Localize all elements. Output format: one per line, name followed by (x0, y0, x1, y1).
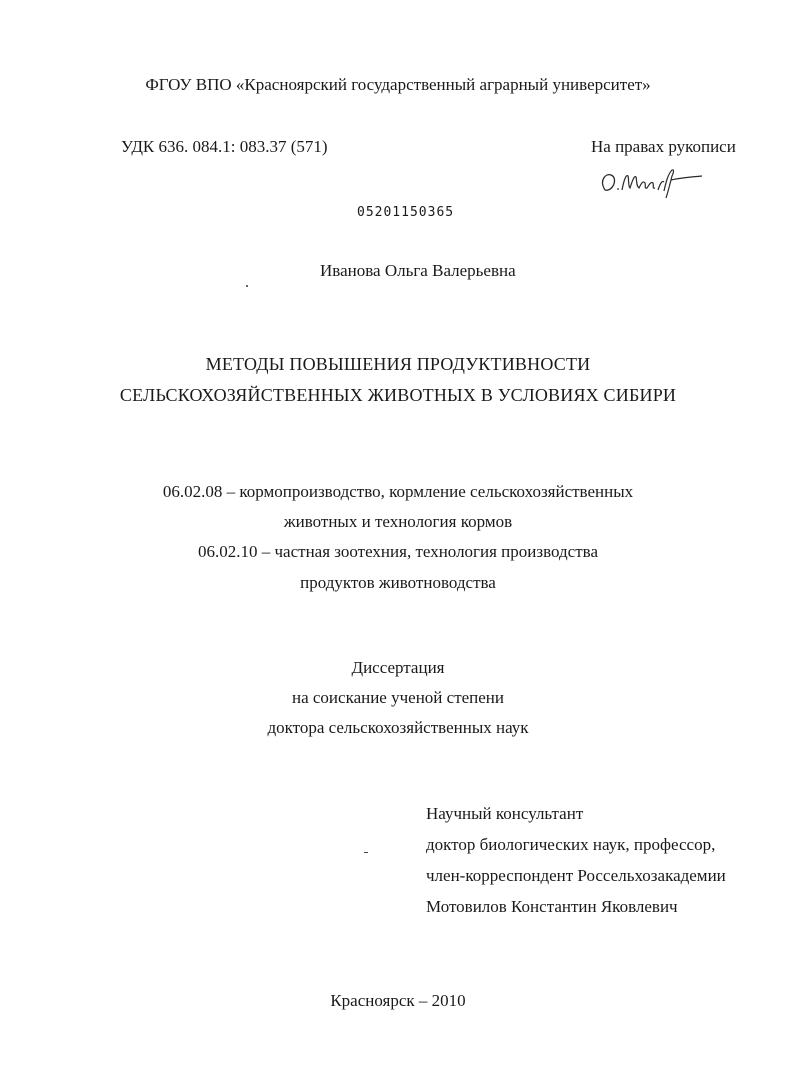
manuscript-rights: На правах рукописи (591, 137, 736, 156)
consultant-position: член-корреспондент Россельхозакадемии (426, 866, 726, 885)
institution-name: ФГОУ ВПО «Красноярский государственный аграрный университет» (145, 75, 651, 94)
specialty-line-1: 06.02.08 – кормопроизводство, кормление сельскохозяйственных (162, 482, 634, 501)
city-year: Красноярск – 2010 (330, 991, 466, 1010)
scan-speck (246, 285, 248, 287)
consultant-name: Мотовилов Константин Яковлевич (426, 897, 678, 916)
degree-heading: Диссертация (351, 658, 445, 677)
consultant-label: Научный консультант (426, 804, 584, 823)
dissertation-title-line-2: СЕЛЬСКОХОЗЯЙСТВЕННЫХ ЖИВОТНЫХ В УСЛОВИЯХ СИБИРИ (119, 385, 677, 405)
signature-icon (598, 164, 708, 204)
udk-code: УДК 636. 084.1: 083.37 (571) (121, 137, 328, 156)
specialty-line-2: животных и технология кормов (283, 512, 513, 531)
specialty-line-4: продуктов животноводства (300, 573, 496, 592)
author-name: Иванова Ольга Валерьевна (320, 261, 516, 280)
degree-line-3: доктора сельскохозяйственных наук (267, 718, 529, 737)
degree-line-2: на соискание ученой степени (291, 688, 505, 707)
registration-number: 05201150365 (357, 205, 455, 220)
scan-speck (364, 852, 368, 853)
dissertation-title-line-1: МЕТОДЫ ПОВЫШЕНИЯ ПРОДУКТИВНОСТИ (205, 354, 591, 374)
specialty-line-3: 06.02.10 – частная зоотехния, технология производства (198, 542, 598, 561)
consultant-title: доктор биологических наук, профессор, (426, 835, 716, 854)
